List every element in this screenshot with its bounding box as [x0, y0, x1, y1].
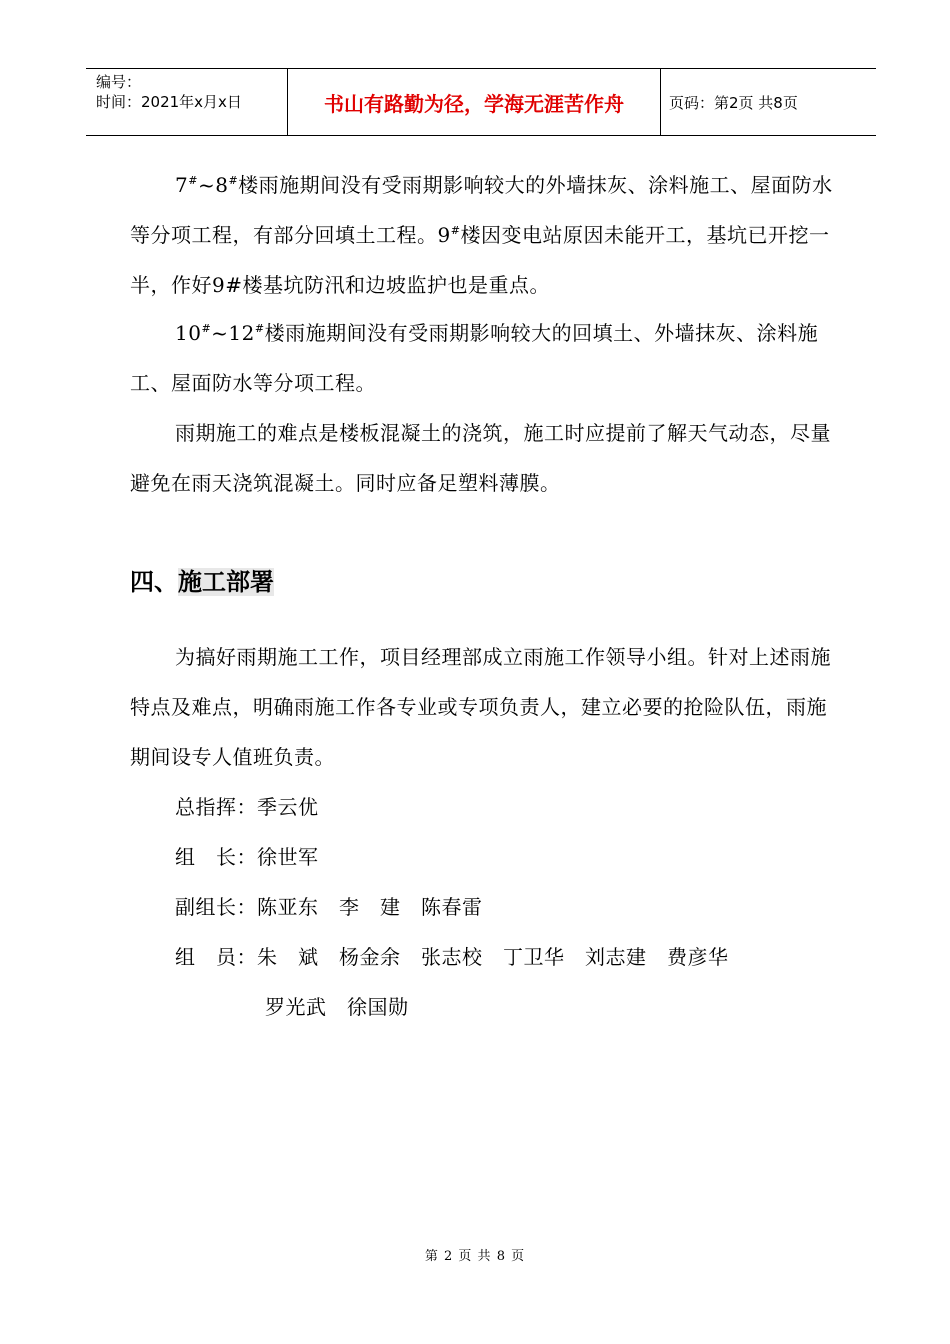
header-number-label: 编号：	[96, 73, 142, 91]
superscript: #	[228, 174, 239, 187]
staff-members: 组 员：朱 斌 杨金余 张志校 丁卫华 刘志建 费彦华	[175, 945, 729, 969]
superscript: #	[201, 322, 212, 335]
section-number: 四、	[130, 568, 178, 596]
paragraph-deployment: 为搞好雨期施工工作，项目经理部成立雨施工作领导小组。针对上述雨施特点及难点，明确雨施工作各专业或专项负责人，建立必要的抢险队伍，雨施期间设专人值班负责。	[130, 645, 831, 769]
text-span: 10	[175, 321, 202, 345]
page-header	[86, 68, 876, 136]
text-span: ~12	[211, 321, 255, 345]
text-span: 楼雨施期间没有受雨期影响较大的回填土、外墙抹灰、涂料施工、屋面防水等分项工程。	[130, 321, 819, 395]
staff-commander: 总指挥：季云优	[175, 795, 319, 819]
header-meta-cell	[86, 69, 288, 135]
header-page-label: 页码：第2页 共8页	[669, 93, 798, 112]
superscript: #	[450, 224, 461, 237]
staff-leader: 组 长：徐世军	[175, 845, 319, 869]
text-span: 7	[175, 173, 189, 197]
header-time-label: 时间：2021年x月x日	[96, 93, 242, 111]
staff-members-continued: 罗光武 徐国勋	[265, 995, 409, 1019]
text-span: 楼因变电站原因未能开工，基坑已开挖一半，作好9#楼基坑防汛和边坡监护也是重点。	[130, 223, 830, 297]
page-footer: 第 2 页 共 8 页	[424, 1249, 526, 1264]
section-title: 施工部署	[178, 568, 274, 596]
section-heading	[130, 562, 274, 602]
superscript: #	[254, 322, 265, 335]
paragraph-buildings-7-9	[130, 160, 840, 310]
superscript: #	[188, 174, 198, 187]
header-motto: 书山有路勤为径，学海无涯苦作舟	[288, 69, 661, 135]
text-span: ~8	[197, 173, 229, 197]
paragraph-difficulty: 雨期施工的难点是楼板混凝土的浇筑，施工时应提前了解天气动态，尽量避免在雨天浇筑混凝土。同时应备足塑料薄膜。	[130, 421, 831, 495]
text-span: 楼雨施期间没有受雨期影响较大的外墙抹灰、涂料施工、屋面防水等分项工程，有部分回填土工程。9	[130, 173, 833, 247]
paragraph-buildings-10-12	[130, 308, 840, 408]
staff-deputy: 副组长：陈亚东 李 建 陈春雷	[175, 895, 483, 919]
